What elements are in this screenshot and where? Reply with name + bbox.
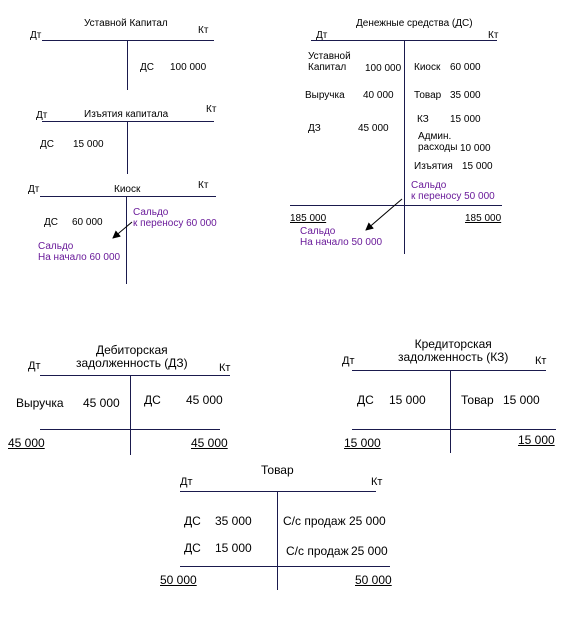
credit-entry-value: 15 000 [462,161,493,172]
credit-entry-value: 60 000 [450,62,481,73]
debit-total: 45 000 [8,436,45,450]
debit-entry-label: ДС [44,217,58,228]
credit-header: Кт [198,180,209,191]
account-title: Товар [261,463,294,477]
credit-entry-value: 15 000 [450,114,481,125]
credit-header: Кт [371,476,383,488]
credit-entry-label: ДС [144,393,161,407]
credit-entry-value: 25 000 [351,544,388,558]
credit-header: Кт [535,355,547,367]
credit-total: 15 000 [518,433,555,447]
account-title: Дебиторская задолженность (ДЗ) [76,343,188,370]
saldo-transfer-note: Сальдо к переносу 50 000 [411,180,495,202]
saldo-opening-note: Сальдо На начало 60 000 [38,241,121,263]
debit-entry-label: ДЗ [308,123,321,134]
credit-entry-label: ДС [140,62,154,73]
credit-total: 185 000 [465,213,502,224]
debit-entry-label: ДС [357,393,374,407]
debit-entry-value: 60 000 [72,217,103,228]
kiosk-carryover-arrow [113,222,132,238]
debit-entry-value: 15 000 [73,139,104,150]
credit-entry-label: Админ. расходы [418,131,458,153]
credit-header: Кт [198,25,209,36]
credit-total: 45 000 [191,436,228,450]
credit-entry-label: Киоск [414,62,441,73]
credit-entry-label: С/с продаж [283,514,346,528]
debit-entry-value: 15 000 [215,541,252,555]
credit-entry-label: КЗ [417,114,429,125]
debit-entry-value: 45 000 [83,396,120,410]
account-title: Денежные средства (ДС) [356,18,473,29]
credit-entry-value: 45 000 [186,393,223,407]
credit-entry-value: 100 000 [170,62,207,73]
credit-entry-label: Изъятия [414,161,453,172]
ds-carryover-arrow [366,199,402,230]
credit-header: Кт [488,30,499,41]
credit-entry-label: Товар [414,90,442,101]
debit-header: Дт [28,360,41,372]
debit-entry-label: ДС [184,541,201,555]
debit-header: Дт [36,110,48,121]
debit-header: Дт [30,30,42,41]
debit-entry-label: ДС [40,139,54,150]
account-title: Киоск [114,184,141,195]
debit-header: Дт [342,355,355,367]
saldo-transfer-note: Сальдо к переносу 60 000 [133,207,217,229]
debit-entry-value: 15 000 [389,393,426,407]
credit-entry-value: 25 000 [349,514,386,528]
credit-header: Кт [219,362,231,374]
credit-entry-value: 35 000 [450,90,481,101]
credit-entry-label: Товар [461,393,494,407]
debit-header: Дт [180,476,193,488]
debit-entry-value: 35 000 [215,514,252,528]
debit-entry-label: Уставной Капитал [308,51,351,73]
debit-entry-label: ДС [184,514,201,528]
saldo-opening-note: Сальдо На начало 50 000 [300,226,383,248]
credit-entry-label: С/с продаж [286,544,349,558]
credit-header: Кт [206,104,217,115]
debit-header: Дт [316,30,328,41]
credit-entry-value: 15 000 [503,393,540,407]
debit-header: Дт [28,184,40,195]
account-title: Изъятия капитала [84,109,169,120]
debit-entry-label: Выручка [16,396,64,410]
credit-total: 50 000 [355,573,392,587]
debit-total: 15 000 [344,436,381,450]
debit-total: 185 000 [290,213,327,224]
debit-entry-label: Выручка [305,90,345,101]
credit-entry-value: 10 000 [460,143,491,154]
debit-entry-value: 45 000 [358,123,389,134]
account-title: Кредиторская задолженность (КЗ) [398,337,509,364]
debit-entry-value: 40 000 [363,90,394,101]
account-title: Уставной Капитал [84,18,168,29]
debit-total: 50 000 [160,573,197,587]
debit-entry-value: 100 000 [365,63,402,74]
